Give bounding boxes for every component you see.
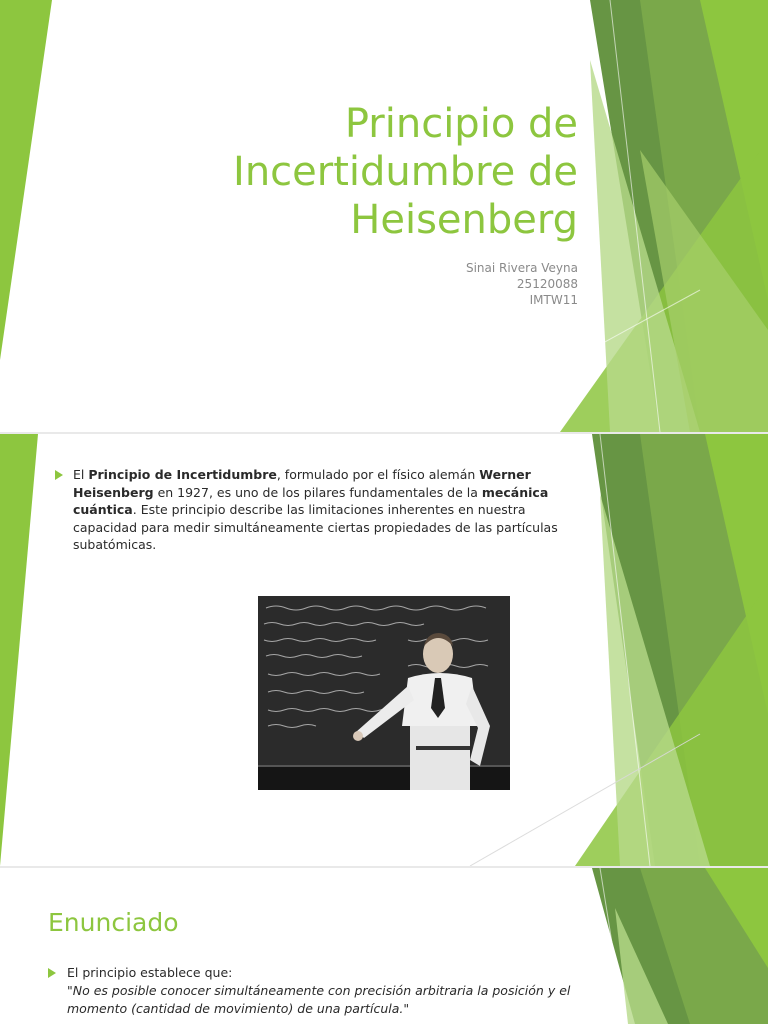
statement-paragraph [55,964,580,1018]
text-bold: Werner Heisenberg [73,467,531,500]
author-name: Sinai Rivera Veyna [465,261,578,275]
section-heading: Enunciado [48,908,179,937]
text-bold: Principio de Incertidumbre [88,467,277,482]
student-id: 25120088 [516,277,578,291]
statement-quote: "No es posible conocer simultáneamente con precisión arbitraria la posición y el momento (cantidad de movimiento) de una partícula." [67,983,571,1016]
title-line: Heisenberg [350,197,578,243]
group-code: IMTW11 [529,293,578,307]
text-run: en 1927, es uno de los pilares fundamentales de la [153,484,482,500]
text-bold: mecánica cuántica [73,484,549,517]
title-line: Incertidumbre de [233,149,578,195]
statement-text [67,964,580,1018]
text-run: El [73,467,89,482]
slide-title [0,0,768,432]
slide-statement [0,868,768,1024]
photo-illustration [258,596,510,790]
author-info [466,260,578,308]
title-line: Principio de [344,101,578,147]
intro-paragraph [55,466,585,554]
bullet-arrow-icon [48,968,56,978]
slide-intro [0,434,768,866]
text-run: , formulado por el físico alemán [276,467,480,482]
intro-text [73,466,585,554]
bullet-arrow-icon [55,470,63,480]
statement-lead: El principio establece que: [67,965,233,980]
heisenberg-photo [258,596,510,790]
slide-title-heading [158,100,578,244]
text-run: . Este principio describe las limitaciones inherentes en nuestra capacidad para medir simultáneamente ciertas propiedades de las partículas subatómicas. [73,502,558,552]
